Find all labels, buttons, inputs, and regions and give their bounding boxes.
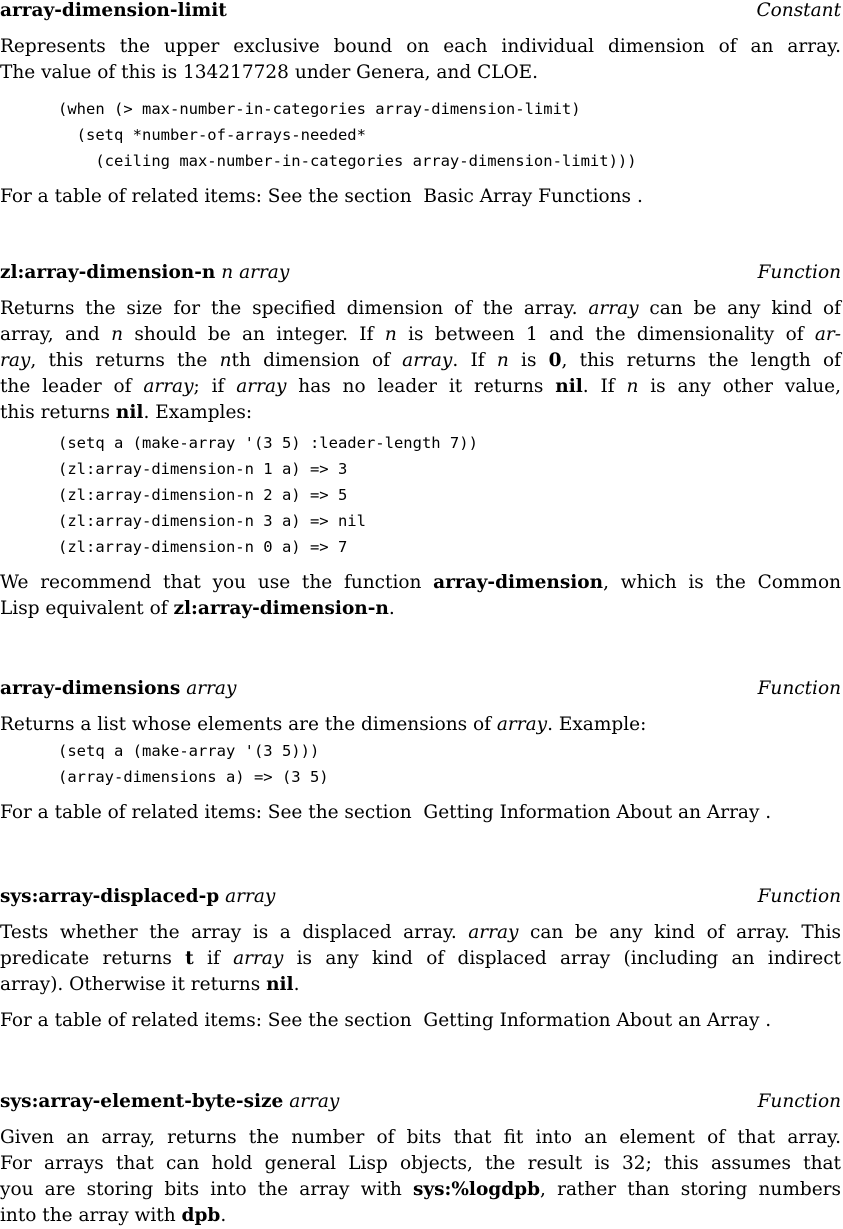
description-line: Given an array, returns the number of bits that fit into an element of that array.	[0, 1127, 841, 1148]
entry-type: Function	[757, 262, 841, 283]
recommend-line: We recommend that you use the function array-dimension, which is the Common	[0, 572, 842, 593]
code-line: (zl:array-dimension-n 0 a) => 7	[58, 538, 348, 556]
entry-name: sys:array-element-byte-size	[0, 1091, 284, 1112]
entry-header	[0, 0, 841, 22]
entry-sys-array-displaced-p	[0, 886, 841, 1034]
code-line: (zl:array-dimension-n 3 a) => nil	[58, 512, 366, 530]
description-line: the leader of array; if array has no leader it returns nil. If n is any other value,	[0, 376, 841, 397]
description-line: predicate returns t if array is any kind of displaced array (including an indirect	[0, 948, 841, 969]
see-also-link[interactable]: Getting Information About an Array	[423, 802, 760, 823]
entry-name: zl:array-dimension-n	[0, 262, 216, 283]
entry-name: sys:array-displaced-p	[0, 886, 220, 907]
code-block	[58, 430, 841, 560]
description-line: this returns nil. Examples:	[0, 402, 253, 423]
code-line: (when (> max-number-in-categories array-dimension-limit)	[58, 100, 581, 118]
entry-type: Constant	[756, 0, 841, 21]
entry-header: zl:array-dimension-n n array Function	[0, 262, 841, 283]
description-line: For arrays that can hold general Lisp objects, the result is 32; this assumes that	[0, 1153, 841, 1174]
see-also: For a table of related items: See the section Getting Information About an Array .	[0, 802, 772, 823]
see-also-link[interactable]: Basic Array Functions	[423, 186, 632, 207]
code-line: (setq a (make-array '(3 5) :leader-length 7))	[58, 434, 478, 452]
description-line: array, and n should be an integer. If n is between 1 and the dimensionality of ar-	[0, 324, 842, 345]
entry-type: Function	[757, 678, 841, 699]
code-line: (setq *number-of-arrays-needed*	[58, 126, 366, 144]
recommend-line: Lisp equivalent of zl:array-dimension-n.	[0, 598, 395, 619]
entry-zl-array-dimension-n	[0, 262, 841, 622]
entry-name: array-dimension-limit	[0, 0, 227, 21]
description-line: The value of this is 134217728 under Genera, and CLOE.	[0, 62, 539, 83]
see-also: For a table of related items: See the section Basic Array Functions .	[0, 186, 643, 207]
description-line: ray, this returns the nth dimension of array. If n is 0, this returns the length of	[0, 350, 841, 371]
entry-header: sys:array-element-byte-size array Function	[0, 1091, 841, 1112]
see-also: For a table of related items: See the section Getting Information About an Array .	[0, 1010, 772, 1031]
entry-type: Function	[757, 886, 841, 907]
description-line: Returns the size for the specified dimension of the array. array can be any kind of	[0, 298, 842, 319]
code-line: (zl:array-dimension-n 1 a) => 3	[58, 460, 348, 478]
description-line: Represents the upper exclusive bound on each individual dimension of an array.	[0, 36, 841, 57]
code-line: (ceiling max-number-in-categories array-dimension-limit)))	[58, 152, 637, 170]
code-block	[58, 738, 841, 790]
description-line: Tests whether the array is a displaced array. array can be any kind of array. This	[0, 922, 841, 943]
code-line: (zl:array-dimension-n 2 a) => 5	[58, 486, 348, 504]
description-line: into the array with dpb.	[0, 1205, 227, 1226]
entry-type: Function	[757, 1091, 841, 1112]
description-line: array). Otherwise it returns nil.	[0, 974, 300, 995]
description-line: Returns a list whose elements are the dimensions of array. Example:	[0, 714, 647, 735]
see-also-link[interactable]: Getting Information About an Array	[423, 1010, 760, 1031]
entry-header: array-dimensions array Function	[0, 678, 841, 699]
code-line: (array-dimensions a) => (3 5)	[58, 768, 329, 786]
entry-sys-array-element-byte-size	[0, 1091, 841, 1229]
entry-name: array-dimensions	[0, 678, 181, 699]
code-block	[58, 96, 841, 174]
entry-header: sys:array-displaced-p array Function	[0, 886, 841, 907]
entry-array-dimensions	[0, 678, 841, 826]
code-line: (setq a (make-array '(3 5)))	[58, 742, 320, 760]
description-line: you are storing bits into the array with sys:%logdpb, rather than storing numbers	[0, 1179, 841, 1200]
entry-array-dimension-limit	[0, 0, 841, 210]
